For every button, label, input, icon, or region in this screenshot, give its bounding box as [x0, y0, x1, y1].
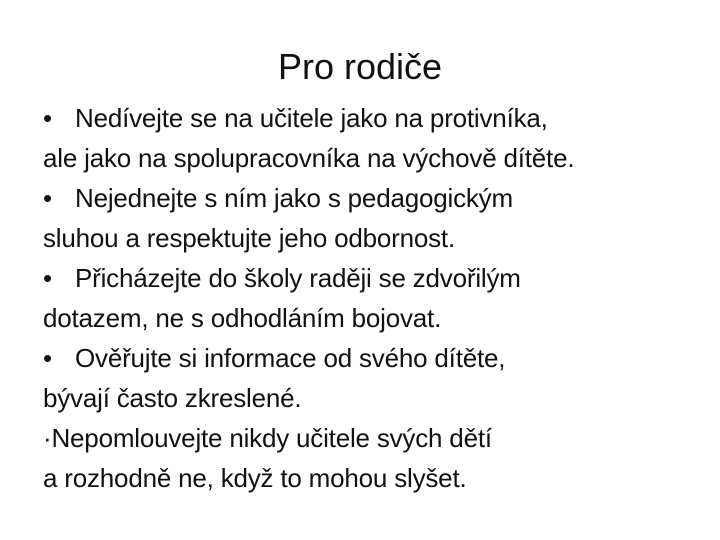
- line-text: Nepomlouvejte nikdy učitele svých dětí: [51, 423, 492, 453]
- bullet-line: [43, 338, 713, 378]
- continuation-line: [43, 138, 713, 178]
- bullet-line: [43, 418, 713, 458]
- continuation-line: [43, 378, 713, 418]
- bullet-line: [43, 98, 713, 138]
- bullet-marker: •: [43, 263, 52, 293]
- continuation-line: [43, 458, 713, 498]
- bullet-marker: •: [43, 183, 52, 213]
- bullet-line: [43, 178, 713, 218]
- line-text: Nedívejte se na učitele jako na protivníka,: [75, 103, 548, 133]
- line-text: Ověřujte si informace od svého dítěte,: [75, 343, 506, 373]
- line-text: Nejednejte s ním jako s pedagogickým: [75, 183, 513, 213]
- continuation-line: [43, 298, 713, 338]
- bullet-marker: •: [43, 103, 52, 133]
- line-text: a rozhodně ne, když to mohou slyšet.: [43, 463, 467, 493]
- bullet-marker: •: [43, 343, 52, 373]
- bullet-marker: ·: [43, 423, 52, 453]
- slide-title: Pro rodiče: [277, 46, 443, 87]
- line-text: bývají často zkreslené.: [43, 383, 302, 413]
- line-text: Přicházejte do školy raději se zdvořilým: [75, 263, 521, 293]
- slide-body: [43, 98, 713, 498]
- continuation-line: [43, 218, 713, 258]
- line-text: dotazem, ne s odhodláním bojovat.: [43, 303, 442, 333]
- line-text: sluhou a respektujte jeho odbornost.: [43, 223, 455, 253]
- bullet-line: [43, 258, 713, 298]
- line-text: ale jako na spolupracovníka na výchově dítěte.: [43, 143, 575, 173]
